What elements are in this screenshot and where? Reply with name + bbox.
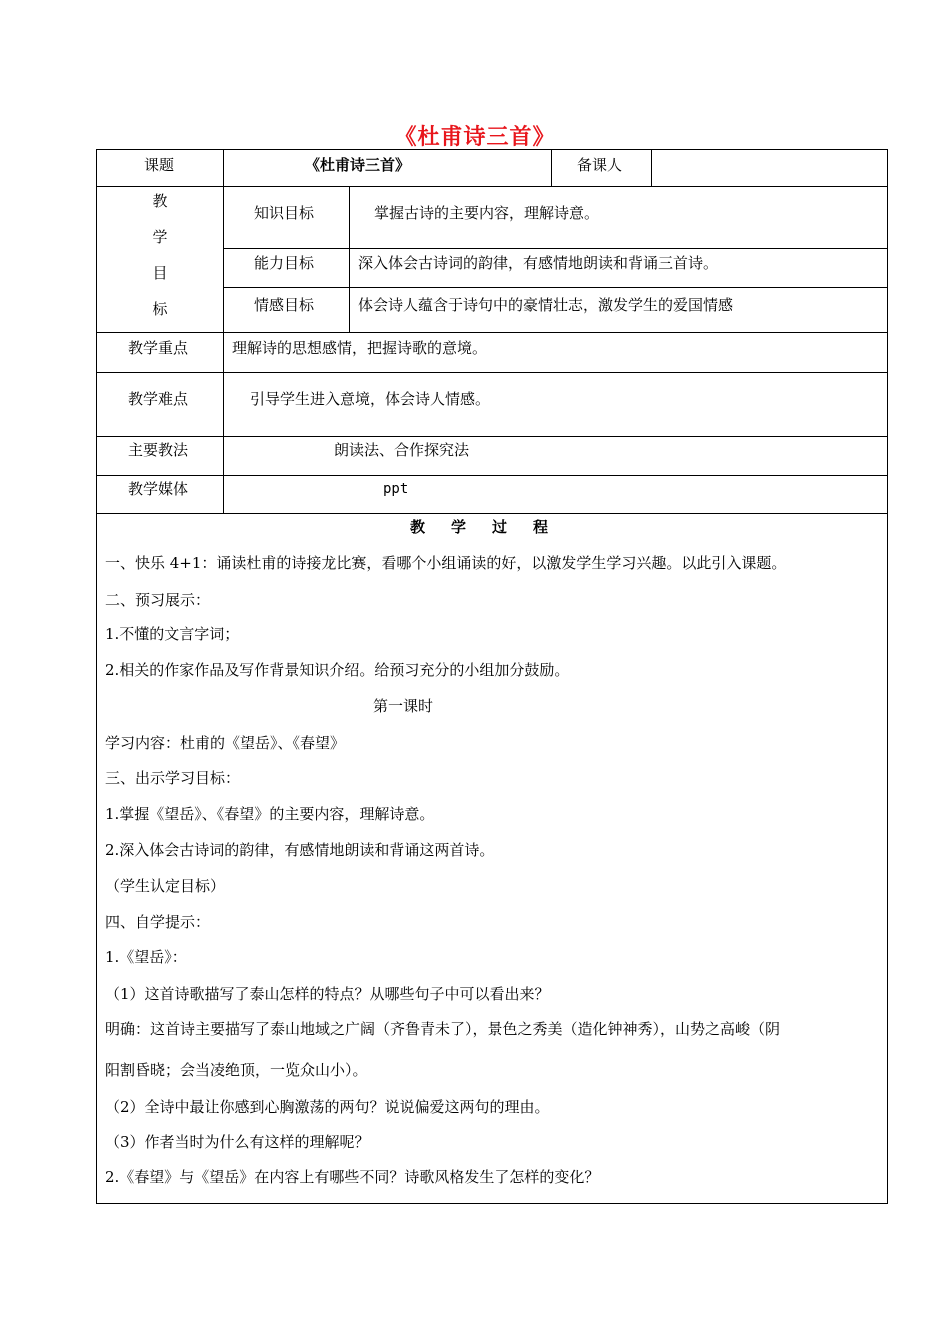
row-divider	[96, 372, 888, 373]
column-divider	[349, 186, 350, 332]
process-line: 2.相关的作家作品及写作背景知识介绍。给预习充分的小组加分鼓励。	[105, 661, 570, 679]
objectives-label	[150, 183, 170, 327]
process-line: 四、自学提示：	[105, 913, 211, 931]
row-divider	[96, 475, 888, 476]
difficulty-label: 教学难点	[128, 390, 189, 408]
process-line: （2）全诗中最让你感到心胸激荡的两句？说说偏爱这两句的理由。	[105, 1098, 550, 1116]
process-line: 明确：这首诗主要描写了泰山地域之广阔（齐鲁青未了），景色之秀美（造化钟神秀），山势之高峻（阴	[105, 1020, 781, 1038]
method-value: 朗读法、合作探究法	[334, 441, 470, 459]
row-divider	[96, 513, 888, 514]
media-value: ppt	[383, 481, 409, 497]
key-point-label: 教学重点	[128, 339, 189, 357]
process-line: 1.不懂的文言字词；	[105, 625, 240, 643]
topic-value: 《杜甫诗三首》	[305, 156, 411, 174]
process-heading: 教学过程	[409, 518, 574, 536]
column-divider	[651, 149, 652, 186]
process-line: 第一课时	[373, 697, 434, 715]
objectives-label-char: 学	[152, 228, 168, 246]
ability-goal-value: 深入体会古诗词的韵律，有感情地朗读和背诵三首诗。	[358, 254, 719, 272]
key-point-value: 理解诗的思想感情，把握诗歌的意境。	[232, 339, 488, 357]
process-line: （学生认定目标）	[105, 877, 226, 895]
column-divider	[551, 149, 552, 186]
process-line: 1.《望岳》：	[105, 948, 187, 966]
process-line: （1）这首诗歌描写了泰山怎样的特点？从哪些句子中可以看出来？	[105, 985, 550, 1003]
process-line: 二、预习展示：	[105, 591, 211, 609]
topic-label: 课题	[144, 156, 175, 174]
media-label: 教学媒体	[128, 480, 189, 498]
process-line: （3）作者当时为什么有这样的理解呢？	[105, 1133, 370, 1151]
process-line: 三、出示学习目标：	[105, 769, 241, 787]
row-divider	[96, 436, 888, 437]
preparer-label: 备课人	[577, 156, 623, 174]
difficulty-value: 引导学生进入意境，体会诗人情感。	[250, 390, 491, 408]
row-divider	[96, 186, 888, 187]
process-line: 2.深入体会古诗词的韵律，有感情地朗读和背诵这两首诗。	[105, 841, 495, 859]
process-line: 阳割昏晓；会当凌绝顶，一览众山小）。	[105, 1061, 368, 1079]
knowledge-goal-label: 知识目标	[254, 204, 315, 222]
emotion-goal-value: 体会诗人蕴含于诗句中的豪情壮志，激发学生的爱国情感	[358, 296, 734, 314]
objectives-label-char: 目	[152, 264, 168, 282]
knowledge-goal-value: 掌握古诗的主要内容，理解诗意。	[374, 204, 600, 222]
row-divider	[223, 287, 888, 288]
process-line: 一、快乐 4+1：诵读杜甫的诗接龙比赛，看哪个小组诵读的好，以激发学生学习兴趣。以此引入课题。	[105, 554, 787, 572]
process-line: 学习内容：杜甫的《望岳》、《春望》	[105, 734, 346, 752]
column-divider	[223, 149, 224, 513]
document-title: 《杜甫诗三首》	[394, 124, 556, 150]
process-line: 2.《春望》与《望岳》在内容上有哪些不同？诗歌风格发生了怎样的变化？	[105, 1168, 600, 1186]
objectives-label-char: 标	[152, 300, 168, 318]
emotion-goal-label: 情感目标	[254, 296, 315, 314]
process-line: 1.掌握《望岳》、《春望》的主要内容，理解诗意。	[105, 805, 435, 823]
ability-goal-label: 能力目标	[254, 254, 315, 272]
method-label: 主要教法	[128, 441, 189, 459]
row-divider	[96, 332, 888, 333]
objectives-label-char: 教	[152, 192, 168, 210]
row-divider	[223, 248, 888, 249]
